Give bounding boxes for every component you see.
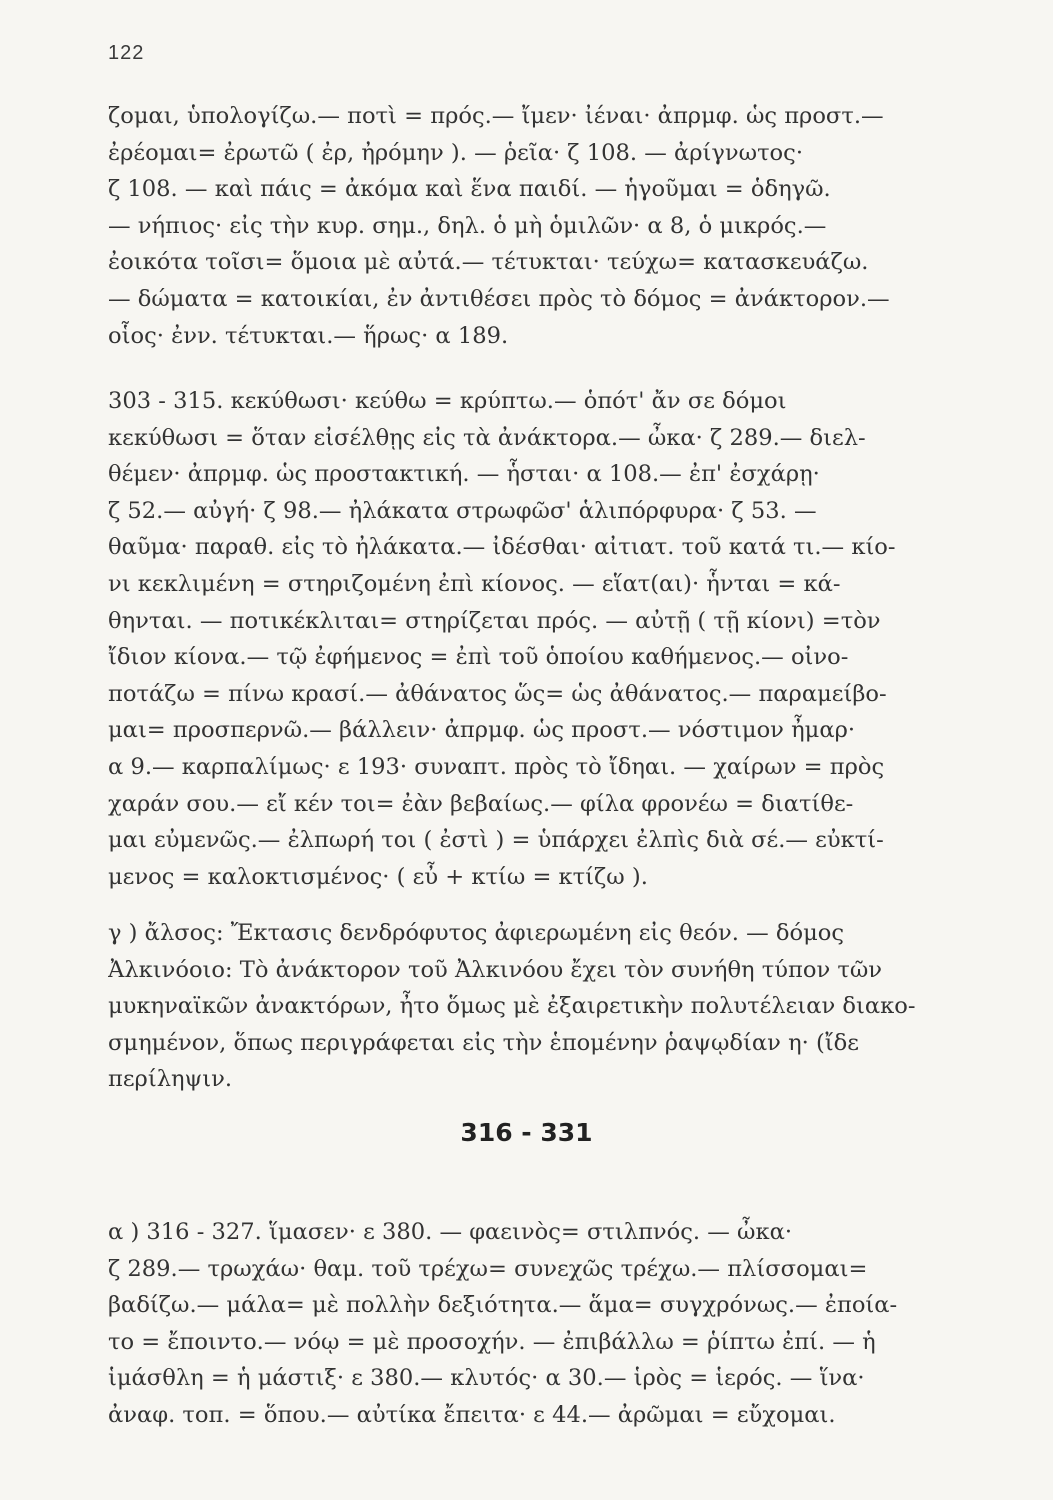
text-line: ποτάζω = πίνω κρασί.— ἀθάνατος ὥς= ὡς ἀθάνατος.— παραμείβο- (108, 680, 887, 707)
text-line: κεκύθωσι = ὅταν εἰσέλθῃς εἰς τὰ ἀνάκτορα.— ὦκα· ζ 289.— διελ- (108, 424, 866, 451)
text-line: μαι εὐμενῶς.— ἐλπωρή τοι ( ἐστὶ ) = ὑπάρχει ἐλπὶς διὰ σέ.— εὐκτί- (108, 827, 884, 854)
text-line: χαράν σου.— εἴ κέν τοι= ἐὰν βεβαίως.— φίλα φρονέω = διατίθε- (108, 790, 854, 817)
text-line: θέμεν· ἀπρμφ. ὡς προστακτική. — ἧσται· α 108.— ἐπ' ἐσχάρῃ· (108, 461, 820, 488)
text-block-commentary (108, 915, 966, 1098)
text-line: Ἀλκινόοιο: Τὸ ἀνάκτορον τοῦ Ἀλκινόου ἔχει τὸν συνήθη τύπον τῶν (108, 956, 883, 983)
text-line: νι κεκλιμένη = στηριζομένη ἐπὶ κίονος. — εἵατ(αι)· ἧνται = κά- (108, 570, 841, 597)
text-line: ζ 52.— αὐγή· ζ 98.— ἠλάκατα στρωφῶσ' ἁλιπόρφυρα· ζ 53. — (108, 497, 817, 524)
text-line: ἀναφ. τοπ. = ὅπου.— αὐτίκα ἔπειτα· ε 44.— ἀρῶμαι = εὔχομαι. (108, 1401, 836, 1428)
text-line: — νήπιος· εἰς τὴν κυρ. σημ., δηλ. ὁ μὴ ὁμιλῶν· α 8, ὁ μικρός.— (108, 212, 827, 239)
section-heading: 316 - 331 (460, 1118, 593, 1147)
text-line: ζ 289.— τρωχάω· θαμ. τοῦ τρέχω= συνεχῶς τρέχω.— πλίσσομαι= (108, 1255, 868, 1282)
text-line: ζομαι, ὑπολογίζω.— ποτὶ = πρός.— ἴμεν· ἰέναι· ἀπρμφ. ὡς προστ.— (108, 103, 884, 129)
text-line: βαδίζω.— μάλα= μὲ πολλὴν δεξιότητα.— ἅμα= συγχρόνως.— ἐποία- (108, 1292, 898, 1319)
text-block-303-315 (108, 383, 966, 895)
text-line: θαῦμα· παραθ. εἰς τὸ ἠλάκατα.— ἰδέσθαι· αἰτιατ. τοῦ κατά τι.— κίο- (108, 534, 896, 561)
text-line: μενος = καλοκτισμένος· ( εὖ + κτίω = κτίζω ). (108, 863, 648, 890)
text-line: οἷος· ἐνν. τέτυκται.— ἥρως· α 189. (108, 322, 509, 349)
text-line: θηνται. — ποτικέκλιται= στηρίζεται πρός. — αὐτῇ ( τῇ κίονι) =τὸν (108, 607, 881, 634)
text-line: α ) 316 - 327. ἵμασεν· ε 380. — φαεινὸς= στιλπνός. — ὦκα· (108, 1219, 793, 1245)
text-line: ἐρέομαι= ἐρωτῶ ( ἐρ, ἠρόμην ). — ῥεῖα· ζ 108. — ἀρίγνωτος· (108, 139, 804, 166)
text-line: σμημένον, ὅπως περιγράφεται εἰς τὴν ἑπομένην ῥαψῳδίαν η· (ἴδε (108, 1029, 859, 1056)
page-number: 122 (108, 42, 145, 64)
text-line: ἐοικότα τοῖσι= ὅμοια μὲ αὐτά.— τέτυκται· τεύχω= κατασκευάζω. (108, 249, 869, 276)
text-block-316-327 (108, 1214, 966, 1434)
text-line: — δώματα = κατοικίαι, ἐν ἀντιθέσει πρὸς τὸ δόμος = ἀνάκτορον.— (108, 285, 890, 312)
text-line: μαι= προσπερνῶ.— βάλλειν· ἀπρμφ. ὡς προστ.— νόστιμον ἦμαρ· (108, 717, 856, 744)
text-line: περίληψιν. (108, 1066, 233, 1093)
text-line: ζ 108. — καὶ πάις = ἀκόμα καὶ ἕνα παιδί. — ἡγοῦμαι = ὁδηγῶ. (108, 176, 831, 203)
text-line: 303 - 315. κεκύθωσι· κεύθω = κρύπτω.— ὁπότ' ἄν σε δόμοι (108, 388, 787, 414)
text-line: γ ) ἄλσος: Ἔκτασις δενδρόφυτος ἀφιερωμένη εἰς θεόν. — δόμος (108, 920, 845, 946)
text-block-glossary-1 (108, 98, 966, 354)
text-line: μυκηναϊκῶν ἀνακτόρων, ἦτο ὅμως μὲ ἐξαιρετικὴν πολυτέλειαν διακο- (108, 993, 916, 1020)
text-line: α 9.— καρπαλίμως· ε 193· συναπτ. πρὸς τὸ ἴδηαι. — χαίρων = πρὸς (108, 753, 885, 780)
text-line: ἴδιον κίονα.— τῷ ἐφήμενος = ἐπὶ τοῦ ὁποίου καθήμενος.— οἰνο- (108, 644, 849, 671)
text-line: το = ἔποιντο.— νόῳ = μὲ προσοχήν. — ἐπιβάλλω = ῥίπτω ἐπί. — ἡ (108, 1328, 876, 1355)
text-line: ἱμάσθλη = ἡ μάστιξ· ε 380.— κλυτός· α 30.— ἱρὸς = ἱερός. — ἵνα· (108, 1365, 865, 1392)
